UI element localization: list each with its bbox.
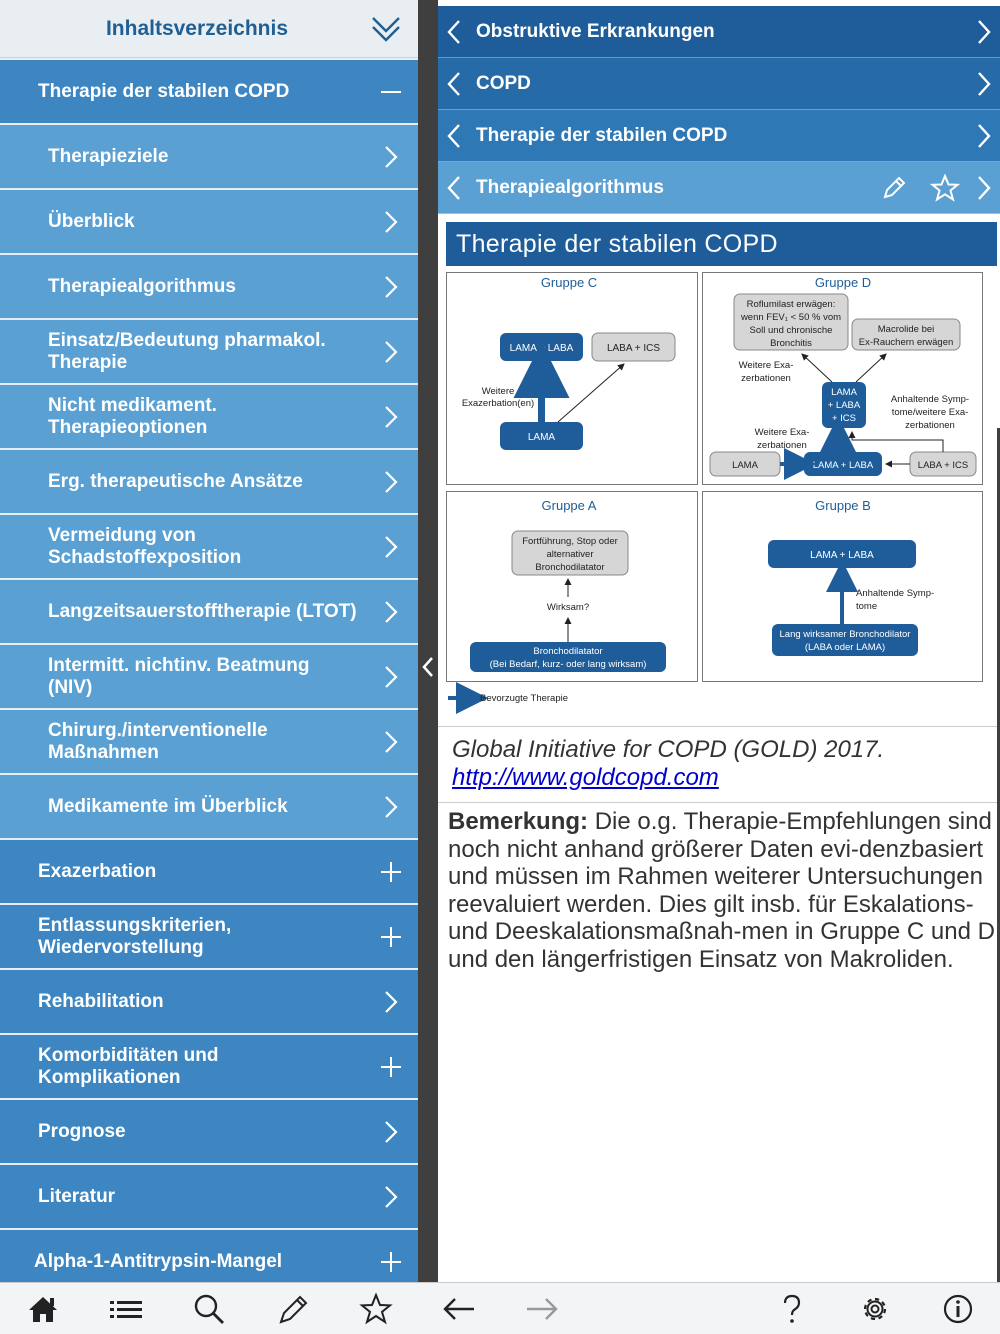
group-b-lama-laba: LAMA + LABA — [810, 550, 874, 561]
group-d-triple-line3: + ICS — [831, 413, 857, 424]
pencil-icon[interactable] — [276, 1293, 310, 1325]
group-c-note-line1: Weitere — [481, 386, 515, 397]
group-a-bronchodilator-line2: (Bei Bedarf, kurz- oder lang wirksam) — [489, 659, 647, 670]
group-d-exa1-line2: zerbationen — [741, 373, 791, 384]
toc-item[interactable] — [0, 513, 418, 578]
toc-item-label: Rehabilitation — [38, 990, 164, 1012]
group-d-laba-ics: LABA + ICS — [917, 460, 969, 471]
group-d-arrow-to-macrolide — [856, 354, 886, 382]
toc-item-label: Erg. therapeutische Ansätze — [48, 470, 303, 492]
group-d-arrow-ics-to-triple — [852, 432, 943, 452]
toc-item[interactable] — [0, 968, 418, 1033]
help-icon[interactable] — [775, 1293, 809, 1325]
group-a-continue-line2: alternativer — [546, 549, 594, 560]
minus-icon — [380, 78, 402, 106]
chevron-right-icon — [380, 403, 402, 431]
plus-icon — [380, 858, 402, 886]
toc-item-label: Komorbiditäten und Komplikationen — [38, 1044, 219, 1088]
chevron-right-icon — [380, 533, 402, 561]
content-panel — [438, 0, 1000, 1282]
group-b-symptoms-line2: tome — [856, 601, 878, 612]
toc-item-label: Chirurg./interventionelle Maßnahmen — [48, 719, 268, 763]
toc-item-label: Literatur — [38, 1185, 116, 1207]
toc-item-label: Exazerbation — [38, 860, 157, 882]
group-d-exa2-line2: zerbationen — [757, 440, 807, 451]
group-a-bronchodilator-line1: Bronchodilatator — [533, 646, 603, 657]
chevron-left-icon[interactable] — [444, 18, 464, 46]
chevron-left-icon[interactable] — [421, 655, 435, 679]
group-c-title: Gruppe C — [540, 275, 598, 290]
chevron-right-icon — [380, 1118, 402, 1146]
chevron-right-icon — [380, 338, 402, 366]
group-a-title: Gruppe A — [541, 498, 597, 513]
chevron-right-icon — [380, 988, 402, 1016]
toc-item[interactable] — [0, 318, 418, 383]
toc-item[interactable] — [0, 188, 418, 253]
bottom-toolbar — [0, 1282, 1000, 1334]
group-c-laba-ics: LABA + ICS — [606, 343, 661, 354]
toc-item[interactable] — [0, 1228, 418, 1282]
toc-item[interactable] — [0, 1033, 418, 1098]
chevron-left-icon[interactable] — [444, 174, 464, 202]
toc-item[interactable] — [0, 1098, 418, 1163]
toc-header — [0, 0, 418, 58]
plus-icon — [380, 1248, 402, 1276]
group-c-note-line2: Exazerbation(en) — [461, 398, 535, 409]
arrow-right-icon[interactable] — [525, 1293, 559, 1325]
figure-separator — [438, 726, 1000, 727]
group-d-symptoms-line2: tome/weitere Exa- — [891, 407, 969, 418]
group-d-macrolide-line2: Ex-Rauchern erwägen — [858, 337, 954, 348]
toc-item[interactable] — [0, 383, 418, 448]
remark-label: Bemerkung: — [448, 808, 589, 835]
chevron-right-icon — [380, 143, 402, 171]
arrow-left-icon[interactable] — [442, 1293, 476, 1325]
group-b-symptoms-line1: Anhaltende Symp- — [856, 588, 935, 599]
group-d-triple-line1: LAMA — [831, 387, 857, 398]
group-a-continue-line3: Bronchodilatator — [535, 562, 605, 573]
toc-item-label: Langzeitsauerstofftherapie (LTOT) — [48, 600, 357, 622]
group-b-title: Gruppe B — [815, 498, 871, 513]
therapy-algorithm-figure — [446, 272, 997, 722]
chevron-left-icon[interactable] — [444, 122, 464, 150]
plus-icon — [380, 923, 402, 951]
group-a-continue-line1: Fortführung, Stop oder — [522, 536, 618, 547]
home-icon[interactable] — [26, 1293, 60, 1325]
chevron-right-icon — [380, 663, 402, 691]
toc-item[interactable] — [0, 708, 418, 773]
pencil-icon[interactable] — [880, 174, 908, 202]
toc-item[interactable] — [0, 903, 418, 968]
toc-item-label: Medikamente im Überblick — [48, 795, 288, 817]
group-d-exa2-line1: Weitere Exa- — [754, 427, 810, 438]
group-d-lama-laba: LAMA + LABA — [812, 460, 874, 471]
group-c-frame — [447, 273, 698, 485]
group-b-long-line1: Lang wirksamer Bronchodilator — [779, 629, 911, 640]
group-c-lama: LAMA — [527, 432, 556, 443]
breadcrumb-label: Obstruktive Erkrankungen — [476, 21, 715, 42]
group-d-triple-line2: + LABA — [827, 400, 861, 411]
chevron-right-icon — [380, 1183, 402, 1211]
split-divider[interactable] — [418, 0, 438, 1282]
double-chevron-down-icon[interactable] — [368, 12, 404, 46]
star-icon[interactable] — [359, 1293, 393, 1325]
group-d-exa1-line1: Weitere Exa- — [738, 360, 794, 371]
breadcrumb-copd[interactable] — [438, 58, 1000, 110]
group-d-roflumilast-line3: Soll und chronische — [749, 325, 833, 336]
toc-item-label: Vermeidung von Schadstoffexposition — [48, 524, 242, 568]
toc-item[interactable] — [0, 643, 418, 708]
chevron-right-icon[interactable] — [974, 70, 994, 98]
gear-icon[interactable] — [858, 1293, 892, 1325]
toc-item-label: Prognose — [38, 1120, 126, 1142]
toc-item-label: Alpha-1-Antitrypsin-Mangel — [34, 1250, 283, 1272]
citation-link[interactable]: http://www.goldcopd.com — [452, 764, 719, 791]
search-icon[interactable] — [192, 1293, 226, 1325]
toc-item[interactable] — [0, 448, 418, 513]
info-icon[interactable] — [941, 1293, 975, 1325]
breadcrumb-obstruktive-erkrankungen[interactable] — [438, 6, 1000, 58]
star-icon[interactable] — [930, 174, 960, 202]
toc-item[interactable] — [0, 773, 418, 838]
chevron-right-icon — [380, 273, 402, 301]
chevron-right-icon[interactable] — [974, 18, 994, 46]
toc-item-label: Entlassungskriterien, Wiedervorstellung — [38, 914, 232, 958]
toc-item[interactable] — [0, 1163, 418, 1228]
toc-item-label: Therapieziele — [48, 145, 169, 167]
toc-title: Inhaltsverzeichnis — [105, 17, 289, 40]
toc-item-label: Überblick — [48, 210, 135, 232]
toc-item[interactable] — [0, 123, 418, 188]
chevron-right-icon[interactable] — [974, 122, 994, 150]
group-c-arrow-diag — [558, 364, 624, 422]
toc-item-label: Therapiealgorithmus — [48, 275, 236, 297]
remark-paragraph — [448, 808, 996, 973]
toc-list — [0, 58, 418, 1282]
group-a-question: Wirksam? — [546, 602, 590, 613]
toc-item-label: Therapie der stabilen COPD — [38, 80, 290, 102]
breadcrumb-label: COPD — [476, 73, 531, 94]
list-icon[interactable] — [109, 1293, 143, 1325]
chevron-right-icon — [380, 598, 402, 626]
toc-item[interactable] — [0, 253, 418, 318]
toc-item[interactable] — [0, 58, 418, 123]
breadcrumb-label: Therapie der stabilen COPD — [476, 125, 728, 146]
breadcrumb-therapiealgorithmus[interactable] — [438, 162, 1000, 214]
chevron-right-icon — [380, 728, 402, 756]
group-b-long-line2: (LABA oder LAMA) — [804, 642, 886, 653]
toc-item[interactable] — [0, 838, 418, 903]
legend-label: Bevorzugte Therapie — [480, 693, 569, 704]
chevron-left-icon[interactable] — [444, 70, 464, 98]
citation — [452, 736, 992, 792]
group-d-roflumilast-line1: Roflumilast erwägen: — [746, 299, 836, 310]
breadcrumb-label: Therapiealgorithmus — [476, 177, 664, 198]
citation-separator — [438, 802, 1000, 803]
toc-item-label: Einsatz/Bedeutung pharmakol. Therapie — [48, 329, 326, 373]
toc-panel — [0, 0, 418, 1282]
plus-icon — [380, 1053, 402, 1081]
group-d-roflumilast-line4: Bronchitis — [770, 338, 812, 349]
toc-item-label: Intermitt. nichtinv. Beatmung (NIV) — [48, 654, 310, 698]
chevron-right-icon — [380, 468, 402, 496]
remark-text: Die o.g. Therapie-Empfehlungen sind noch nicht anhand größerer Daten evi-denzbasiert und müssen im Rahmen weiterer Untersuchungen reevaluiert werden. Dies gilt insb. für Eskalations- und Deeskalationsmaßnah-men in Gruppe C und D und den längerfristigen Einsatz von Makroliden. — [448, 808, 995, 973]
chevron-right-icon — [380, 793, 402, 821]
group-d-macrolide-line1: Macrolide bei — [877, 324, 935, 335]
group-d-roflumilast-line2: wenn FEV₁ < 50 % vom — [740, 312, 842, 323]
group-d-arrow-to-roflumilast — [802, 354, 832, 382]
citation-text: Global Initiative for COPD (GOLD) 2017. — [452, 736, 885, 763]
group-c-lama-laba: LAMA + LABA — [509, 343, 574, 354]
group-d-symptoms-line1: Anhaltende Symp- — [890, 394, 970, 405]
article-content — [438, 214, 1000, 1282]
toc-item[interactable] — [0, 578, 418, 643]
breadcrumb-therapie-stabile-copd[interactable] — [438, 110, 1000, 162]
group-d-title: Gruppe D — [814, 275, 872, 290]
group-d-symptoms-line3: zerbationen — [905, 420, 955, 431]
chevron-right-icon[interactable] — [974, 174, 994, 202]
chevron-right-icon — [380, 208, 402, 236]
section-title: Therapie der stabilen COPD — [446, 222, 997, 266]
group-d-lama: LAMA — [732, 460, 758, 471]
toc-item-label: Nicht medikament. Therapieoptionen — [48, 394, 217, 438]
